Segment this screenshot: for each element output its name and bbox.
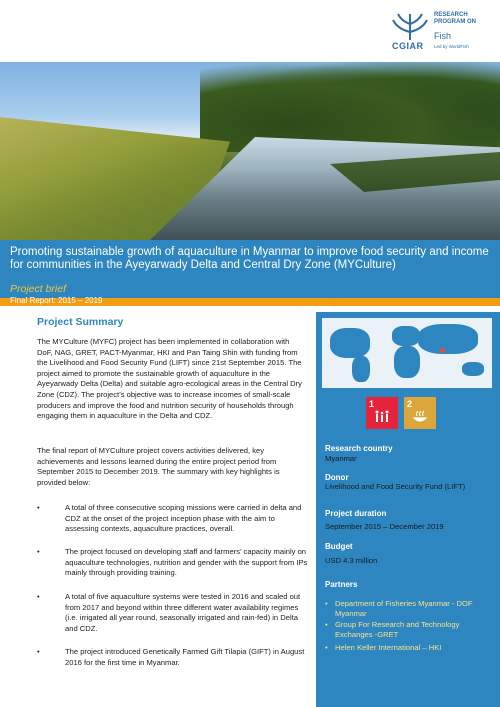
project-brief-label: Project brief	[10, 283, 67, 295]
map-land-europe	[392, 326, 420, 346]
cgiar-wheat-icon	[390, 10, 430, 42]
project-duration-label: Project duration	[325, 509, 387, 518]
final-report-label: Final Report: 2015 – 2019	[10, 296, 103, 305]
research-country-label: Research country	[325, 444, 393, 453]
family-icon	[374, 410, 390, 424]
donor-value: Livelihood and Food Security Fund (LIFT)	[325, 482, 466, 491]
page-title: Promoting sustainable growth of aquaculture in Myanmar to improve food security and income for communities in the Ayeyarwady Delta and Central Dry Zone (MYCulture)	[10, 246, 489, 271]
map-land-australia	[462, 362, 484, 376]
bullet-icon: •	[37, 547, 40, 556]
research-country-value: Myanmar	[325, 454, 357, 463]
cgiar-fish-logo	[388, 8, 498, 56]
cgiar-wordmark: CGIAR	[392, 41, 424, 51]
world-map	[322, 318, 492, 388]
bullet-icon: •	[37, 503, 40, 512]
bowl-icon	[412, 410, 428, 424]
myanmar-location-pin-icon	[440, 348, 445, 353]
map-land-americas-north	[330, 328, 370, 358]
bullet-icon: •	[325, 643, 328, 652]
led-by-text: Led by WorldFish	[434, 44, 469, 49]
program-name: Fish	[434, 31, 452, 41]
partners-label: Partners	[325, 580, 358, 589]
bullet-icon: •	[37, 647, 40, 656]
bullet-icon: •	[325, 599, 328, 608]
sdg-2-zero-hunger-tile: 2	[404, 397, 436, 429]
map-land-africa	[394, 346, 420, 378]
bullet-icon: •	[325, 620, 328, 629]
bullet-icon: •	[37, 592, 40, 601]
donor-label: Donor	[325, 473, 349, 482]
map-land-asia	[418, 324, 478, 354]
hero-trees	[200, 62, 500, 152]
sdg-1-no-poverty-tile: 1	[366, 397, 398, 429]
project-duration-value: September 2015 – December 2019	[325, 522, 444, 531]
header-logo-area	[0, 0, 500, 62]
project-summary-heading: Project Summary	[37, 316, 124, 328]
program-label: RESEARCH PROGRAM ON	[434, 12, 476, 25]
hero-photo	[0, 62, 500, 240]
budget-label: Budget	[325, 542, 353, 551]
summary-paragraph-1: The MYCulture (MYFC) project has been implemented in collaboration with DoF, NAG, GRET, PACT-Myanmar, HKI and Pan Taing Shin with funding from the Livelihood and Food Security Fund (LIFT) since 21st September 2015. The project aimed to promote the sustainable growth of aquaculture in the Ayeyarwady Delta (Delta) and suitable agro-ecological areas in the Central Dry Zone (CDZ). The project’s objective was to increase incomes of small-scale producers and improve the food and nutrition security of households through engaging them in aquaculture in the Delta and CDZ.	[37, 337, 302, 421]
budget-value: USD 4.3 million	[325, 556, 378, 565]
map-land-americas-south	[352, 356, 370, 382]
summary-paragraph-2: The final report of MYCulture project covers activities delivered, key achievements and lessons learned during the entire project period from September 2015 to December 2019. The summary with key highlights is provided below:	[37, 446, 280, 487]
